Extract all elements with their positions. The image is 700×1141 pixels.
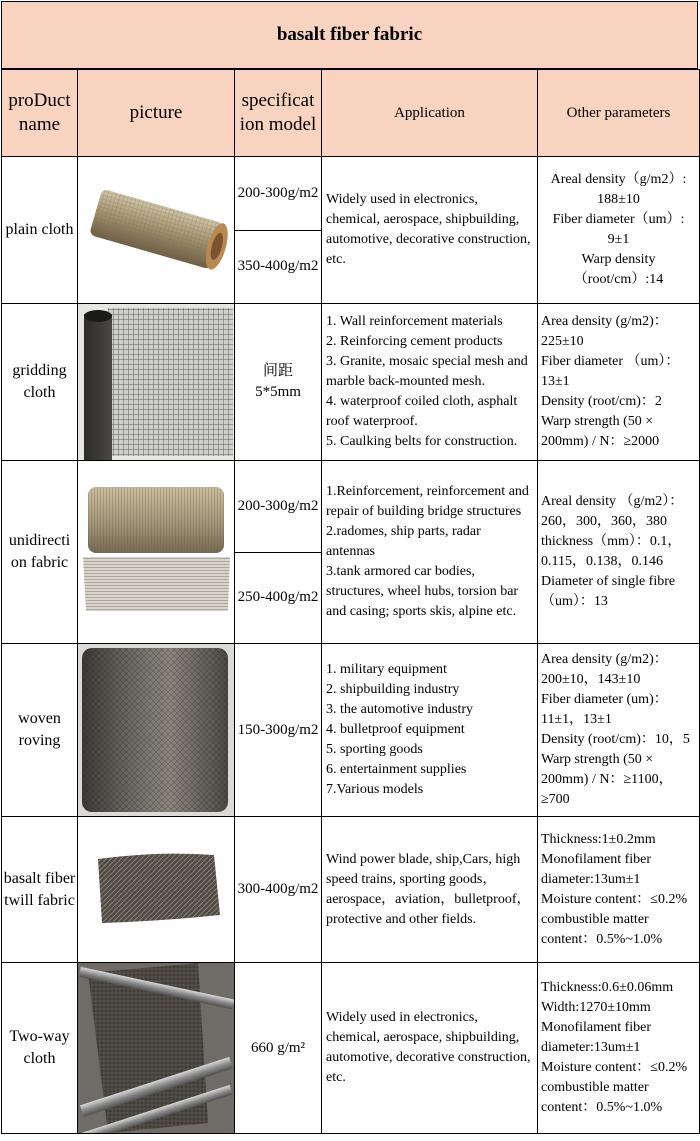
parameter-line: Areal density（g/m2）: 188±10	[550, 172, 687, 207]
parameter-line: combustible matter content：0.5%~1.0%	[541, 911, 663, 947]
other-parameters-cell	[538, 644, 700, 817]
application-cell	[322, 817, 538, 963]
parameter-line: Fiber diameter（um）: 9±1	[552, 212, 685, 247]
basalt-roll-photo	[78, 157, 235, 303]
parameter-line: Moisture content：≤0.2%	[541, 1060, 688, 1075]
application-line: 3. Granite, mosaic special mesh and marble back-mounted mesh.	[326, 354, 528, 389]
parameter-line: Areal density （g/m2）：260，300，360，380	[541, 494, 684, 529]
header-other-parameters: Other parameters	[538, 70, 700, 157]
table-row	[2, 644, 700, 817]
application-line: 1. military equipment	[326, 662, 447, 677]
parameter-line: thickness（mm）：0.1，0.115，0.138，0.146	[541, 534, 682, 569]
product-picture	[78, 817, 235, 963]
spec-model: 350-400g/m2	[235, 230, 322, 304]
spec-model: 150-300g/m2	[235, 644, 322, 817]
product-picture	[78, 644, 235, 817]
header-picture: picture	[78, 70, 235, 157]
product-name: woven roving	[2, 644, 78, 817]
parameter-line: Density (root/cm)：10，5	[541, 732, 690, 747]
product-picture	[78, 461, 235, 644]
parameter-line: Warp strength (50 × 200mm) / N：≥1100，≥700	[541, 752, 673, 807]
parameter-line: Fiber diameter （um）：13±1	[541, 354, 680, 389]
other-parameters-cell	[538, 963, 700, 1134]
parameter-line: Width:1270±10mm	[541, 1000, 651, 1015]
product-picture	[78, 157, 235, 304]
product-name: Two-way cloth	[2, 963, 78, 1134]
application-line: 3.tank armored car bodies, structures, wheel hubs, torsion bar and casing; sports skis, alpine etc.	[326, 564, 519, 619]
application-line: 2. shipbuilding industry	[326, 682, 460, 697]
other-parameters-cell	[538, 817, 700, 963]
parameter-line: Moisture content：≤0.2%	[541, 891, 688, 907]
application-line: 3. the automotive industry	[326, 702, 473, 717]
application-line: 6. entertainment supplies	[326, 762, 467, 777]
other-parameters-cell	[538, 304, 700, 461]
parameter-line: Warp strength (50 × 200mm) / N：≥2000	[541, 414, 660, 449]
application-line: protective and other fields.	[326, 911, 477, 927]
application-text: Widely used in electronics, chemical, aerospace, shipbuilding, automotive, decorative construction, etc.	[326, 1010, 531, 1085]
application-line: 5. Caulking belts for construction.	[326, 434, 518, 449]
application-cell	[322, 963, 538, 1134]
parameter-line: combustible matter content：0.5%~1.0%	[541, 1080, 663, 1115]
header-row	[2, 70, 700, 157]
header-specification: specificat ion model	[235, 70, 322, 157]
table-row	[2, 461, 700, 553]
application-line: 2.radomes, ship parts, radar antennas	[326, 524, 481, 559]
parameter-line: Area density (g/m2)：200±10，143±10	[541, 652, 668, 687]
product-name: basalt fiber twill fabric	[2, 817, 78, 963]
application-line: 5. sporting goods	[326, 742, 423, 757]
application-line: 4. bulletproof equipment	[326, 722, 465, 737]
parameter-line: Diameter of single fibre （um）：13	[541, 574, 676, 609]
parameter-line: Area density (g/m2)：225±10	[541, 314, 668, 349]
parameter-line: Thickness:1±0.2mm	[541, 831, 656, 847]
table-row	[2, 963, 700, 1134]
twill-sheet-photo	[78, 817, 235, 962]
parameter-line: Density (root/cm)：2	[541, 394, 662, 409]
unidirectional-roll-photo	[78, 461, 235, 643]
table-row	[2, 817, 700, 963]
application-line: Wind power blade, ship,Cars, high speed trains, sporting goods，aerospace，aviation，bulletproof，	[326, 851, 531, 907]
application-cell	[322, 304, 538, 461]
product-name: unidirecti on fabric	[2, 461, 78, 644]
spec-model: 200-300g/m2	[235, 461, 322, 553]
sheet-title: basalt fiber fabric	[1, 1, 698, 69]
other-parameters-cell	[538, 157, 700, 304]
spec-model: 250-400g/m2	[235, 552, 322, 644]
application-line: 7.Various models	[326, 782, 424, 797]
parameter-line: Warp density （root/cm）:14	[573, 252, 664, 287]
product-picture	[78, 304, 235, 461]
application-line: 2. Reinforcing cement products	[326, 334, 503, 349]
application-line: 4. waterproof coiled cloth, asphalt roof waterproof.	[326, 394, 518, 429]
product-table	[1, 69, 700, 1134]
parameter-line: Fiber diameter (um)：11±1，13±1	[541, 692, 668, 727]
spec-model: 间距 5*5mm	[235, 304, 322, 461]
header-product-name: proDuct name	[2, 70, 78, 157]
spec-model: 200-300g/m2	[235, 157, 322, 231]
two-way-rolls-photo	[78, 963, 235, 1133]
parameter-line: Monofilament fiber diameter:13um±1	[541, 851, 652, 887]
woven-roving-photo	[78, 644, 235, 816]
application-cell	[322, 157, 538, 304]
spec-model: 300-400g/m2	[235, 817, 322, 963]
parameter-line: Monofilament fiber diameter:13um±1	[541, 1020, 652, 1055]
product-name: gridding cloth	[2, 304, 78, 461]
product-name: plain cloth	[2, 157, 78, 304]
application-cell	[322, 461, 538, 644]
table-row	[2, 157, 700, 231]
application-text: Widely used in electronics, chemical, aerospace, shipbuilding, automotive, decorative construction, etc.	[326, 192, 531, 267]
spec-model: 660 g/m²	[235, 963, 322, 1134]
other-parameters-cell	[538, 461, 700, 644]
grid-mesh-photo	[78, 304, 235, 460]
parameter-line: Thickness:0.6±0.06mm	[541, 980, 674, 995]
table-row	[2, 304, 700, 461]
application-cell	[322, 644, 538, 817]
product-picture	[78, 963, 235, 1134]
application-line: 1.Reinforcement, reinforcement and repair of building bridge structures	[326, 484, 529, 519]
application-line: 1. Wall reinforcement materials	[326, 314, 503, 329]
header-application: Application	[322, 70, 538, 157]
